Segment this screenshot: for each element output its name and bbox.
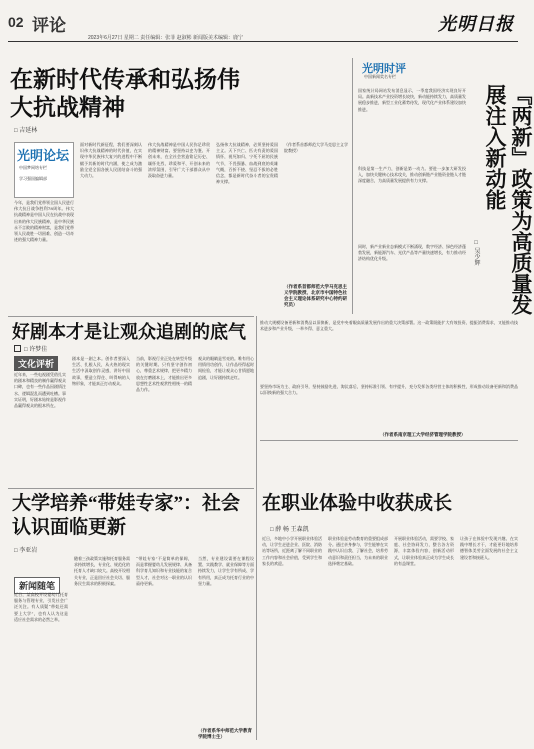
- article3-col1: 近年来，一些电视剧凭借扎实的剧本和精良的制作赢得观众口碑，也有一些作品因剧情注水、逻辑混乱而遭到吐槽。事实证明，好剧本始终是影视作品赢得观众的根本所在。: [14, 372, 66, 409]
- article1-col3: 伟大抗战精神是中国人民弥足珍贵的精神财富。要坚持以史为鉴、开创未来，在全社会营造铭记历史、缅怀先烈、珍爱和平、开创未来的浓厚氛围，引导广大干部群众从中汲取奋进力量。: [148, 142, 210, 179]
- article4-tag: 新闻随笔: [14, 577, 60, 594]
- section-divider-2: [8, 488, 254, 489]
- section-title: 评论: [32, 16, 66, 35]
- page-number: 02: [8, 14, 24, 30]
- article5-col1: 近日，多地中小学开展职业体验活动，让学生走进企业、医院、消防站等场所，近距离了解不同职业的工作内容和社会价值，受到学生和家长的欢迎。: [262, 536, 322, 566]
- article4-col3: “带娃专家”不是简单的保姆，而是掌握婴幼儿发展规律、具备科学育儿知识和专业技能的复合型人才，社会对这一职业的认识亟待更新。: [136, 556, 192, 586]
- article1-col1: 今年，是我们党带领全国人民进行伟大抗日战争胜利78周年。伟大抗战精神是中国人民在抗战中表现出来的伟大民族精神，是中华民族永不言败的精神财富，是我们党带领人民战胜一切困难、创造一切奇迹的强大精神力量。: [14, 200, 74, 243]
- edition-meta: 2023年6月27日 星期二 责任编辑：张菲 赵淑彬 新闻版美术编辑：鹿宁: [88, 35, 244, 41]
- article1-col2: 面对新时代新征程，我们要深刻认识伟大抗战精神的时代价值，在实现中华民族伟大复兴的进程中不断赋予其新的时代内涵，使之成为激励全党全国各族人民团结奋斗的强大动力。: [80, 142, 142, 179]
- article4-byline: □ 李亚岩: [14, 548, 38, 554]
- article5-col2: 职业体验是劳动教育的重要组成部分。通过亲身参与，学生能够在实践中认识自我、了解社会，培养劳动意识和责任担当，为未来的职业选择奠定基础。: [328, 536, 388, 566]
- section-divider-3: [260, 440, 518, 441]
- column-badge: [14, 142, 74, 198]
- header-rule: [8, 41, 518, 42]
- timeping-badge: [360, 58, 434, 84]
- article5-col3: 开展职业体验活动，需要学校、家庭、社会协同发力，整合各方资源，丰富体验内容，创新活动形式，让职业体验真正成为学生成长的有益课堂。: [394, 536, 454, 566]
- article3-col4: 观众的眼睛是雪亮的。唯有用心用情用功创作，让作品经得起时间检验，才能让观众心甘情愿地追剧，让好剧持续走红。: [198, 356, 254, 380]
- article4-col1: 近日，某高校开设婴幼儿托育服务与管理专业，引发社会广泛关注。有人质疑“带娃还需要上大学”，也有人认为这是适应社会需求的必然之举。: [14, 592, 68, 622]
- article2-col5: 要坚持市场为主、政府引导，坚持鼓励先进、淘汰落后，坚持标准引领、有序提升，充分发挥各类经营主体的积极性，形成推动设备更新和消费品以旧换新的强大合力。: [260, 384, 518, 396]
- article3-tag: 文化评析: [14, 356, 58, 371]
- article3-col3: 当前，影视行业正处在转型升级的关键时期。只有坚守创作初心，尊重艺术规律，把更多精力放在打磨剧本上，才能推出更多思想性艺术性观赏性相统一的精品力作。: [136, 356, 192, 393]
- article2-col2: 科技是第一生产力，创新是第一动力。要进一步加大研发投入，加快关键核心技术攻关，推动创新链产业链资金链人才链深度融合，为高质量发展提供有力支撑。: [358, 166, 466, 184]
- article3-byline: □ 许梦佳: [14, 344, 47, 353]
- article2-byline: □ 吴少辉: [473, 240, 479, 266]
- section-divider: [8, 316, 254, 317]
- masthead-logo: 光明日报: [438, 14, 514, 34]
- article2-col1: 国家统计局网站发布消息显示，一季度我国经济实现良好开局。高新技术产业投资增长较快，新动能持续发力，高质量发展稳步推进，新型工业化蓄势待发，现代化产业体系建设加快推进。: [358, 88, 466, 112]
- column-divider-2: [256, 316, 257, 740]
- article3-col2: 剧本是一剧之本。创作者要深入生活、扎根人民，从火热的现实生活中汲取创作灵感，讲好中国故事，塑造立得住、叫得响的人物形象，才能真正打动观众。: [72, 356, 130, 386]
- article4-headline: 大学培养“带娃专家”：社会认识面临更新: [12, 493, 241, 538]
- article5-byline: □ 薛 畅 王森凯: [270, 527, 309, 533]
- article2-author-note: （作者系南京理工大学经济管理学院教授）: [380, 432, 466, 437]
- column-badge-sub2: 学习强国编辑部: [19, 176, 47, 181]
- timeping-badge-sub: 中国新闻奖名专栏: [364, 74, 396, 79]
- timeping-badge-title: 光明时评: [362, 63, 406, 75]
- column-badge-title: 光明论坛: [17, 148, 70, 163]
- article1-byline: □ 吉延林: [14, 128, 38, 134]
- article4-col2: 随着三孩政策实施和托育服务需求持续增长，专业化、规范化的托育人才缺口较大。高校开设相关专业，正是回应社会关切、服务民生需求的积极探索。: [74, 556, 130, 586]
- article5-headline: 在职业体验中收获成长: [262, 493, 453, 514]
- article1-col5: （作者系首都师范大学马克思主义学院教授）: [284, 142, 348, 154]
- article1-author-note: （作者系首都师范大学马克思主义学院教授、北京市中国特色社会主义理论体系研究中心特约研究员）: [284, 284, 347, 307]
- column-divider: [352, 58, 353, 314]
- page-header: [0, 0, 526, 40]
- article1-col4: 弘扬伟大抗战精神，必须坚持爱国主义。天下兴亡、匹夫有责的爱国情怀，视死如归、宁死不屈的民族气节，不畏强暴、血战到底的英雄气概，百折不挠、坚忍不拔的必胜信念，都是新时代奋斗者的宝贵精神支撑。: [216, 142, 278, 185]
- article2-col3: 同时，新产业新业态新模式不断涌现，数字经济、绿色经济蓬勃发展，新能源汽车、光伏产品等产量快速增长，有力推动经济结构优化升级。: [358, 244, 466, 262]
- article4-col4: 当然，专业建设需要在课程设置、实践教学、就业保障等方面持续发力，让学生学有所成、学有所用，真正成为托育行业的中坚力量。: [198, 556, 254, 586]
- article4-author-note: （作者系华中师范大学教育学院博士生）: [198, 728, 252, 739]
- article3-headline: 好剧本才是让观众追剧的底气: [12, 322, 246, 342]
- article2-vertical-headline: 『两新』政策为高质量发展注入新动能: [483, 84, 533, 315]
- column-badge-sub: 中国梦网络专栏: [19, 165, 47, 170]
- article2-col4: 推动大规模设备更新和消费品以旧换新，是党中央着眼高质量发展作出的重大决策部署。这一政策既能扩大有效投资、提振消费需求，又能推动技术进步和产业升级，一举多得、意义重大。: [260, 320, 518, 332]
- article1-headline: 在新时代传承和弘扬伟大抗战精神: [10, 67, 240, 120]
- article5-col4: 让孩子在体验中发现兴趣、在实践中增长才干，才能更好地培养德智体美劳全面发展的社会主义建设者和接班人。: [460, 536, 518, 560]
